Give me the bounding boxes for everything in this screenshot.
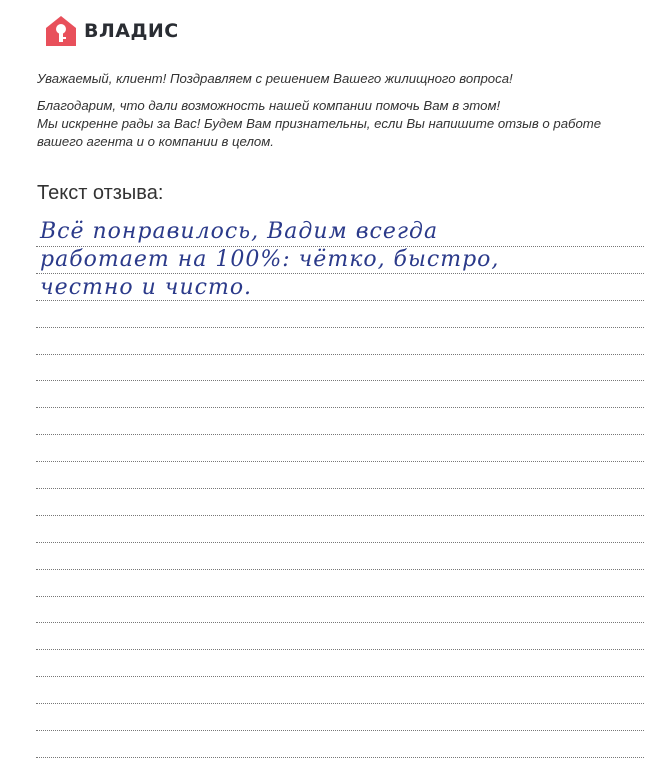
ruled-lines	[36, 246, 644, 784]
handwritten-line-1: Всё понравилось, Вадим всегда	[40, 219, 439, 244]
review-heading: Текст отзыва:	[37, 182, 164, 204]
ruled-line	[36, 757, 644, 758]
ruled-line	[36, 730, 644, 731]
ruled-line	[36, 569, 644, 570]
house-key-icon	[44, 14, 78, 48]
brand-name: ВЛАДИС	[84, 20, 179, 42]
ruled-line	[36, 515, 644, 516]
ruled-line	[36, 676, 644, 677]
ruled-line	[36, 380, 644, 381]
brand-logo	[44, 14, 179, 48]
ruled-line	[36, 434, 644, 435]
thanks-line-2: Мы искренне рады за Вас! Будем Вам признательны, если Вы напишите отзыв о работе	[37, 116, 602, 131]
ruled-line	[36, 407, 644, 408]
thanks-line-3: вашего агента и о компании в целом.	[37, 134, 274, 149]
ruled-line	[36, 703, 644, 704]
ruled-line	[36, 488, 644, 489]
ruled-line	[36, 596, 644, 597]
handwritten-review	[40, 218, 600, 302]
handwritten-line-2: работает на 100%: чётко, быстро,	[40, 247, 500, 272]
thanks-line-1: Благодарим, что дали возможность нашей компании помочь Вам в этом!	[37, 98, 501, 113]
handwritten-line-3: честно и чисто.	[40, 275, 253, 300]
ruled-line	[36, 542, 644, 543]
ruled-line	[36, 461, 644, 462]
ruled-line	[36, 354, 644, 355]
intro-text	[37, 70, 627, 151]
ruled-line	[36, 622, 644, 623]
thanks-text	[37, 97, 627, 151]
ruled-line	[36, 649, 644, 650]
ruled-line	[36, 327, 644, 328]
greeting-text: Уважаемый, клиент! Поздравляем с решением Вашего жилищного вопроса!	[37, 71, 513, 86]
